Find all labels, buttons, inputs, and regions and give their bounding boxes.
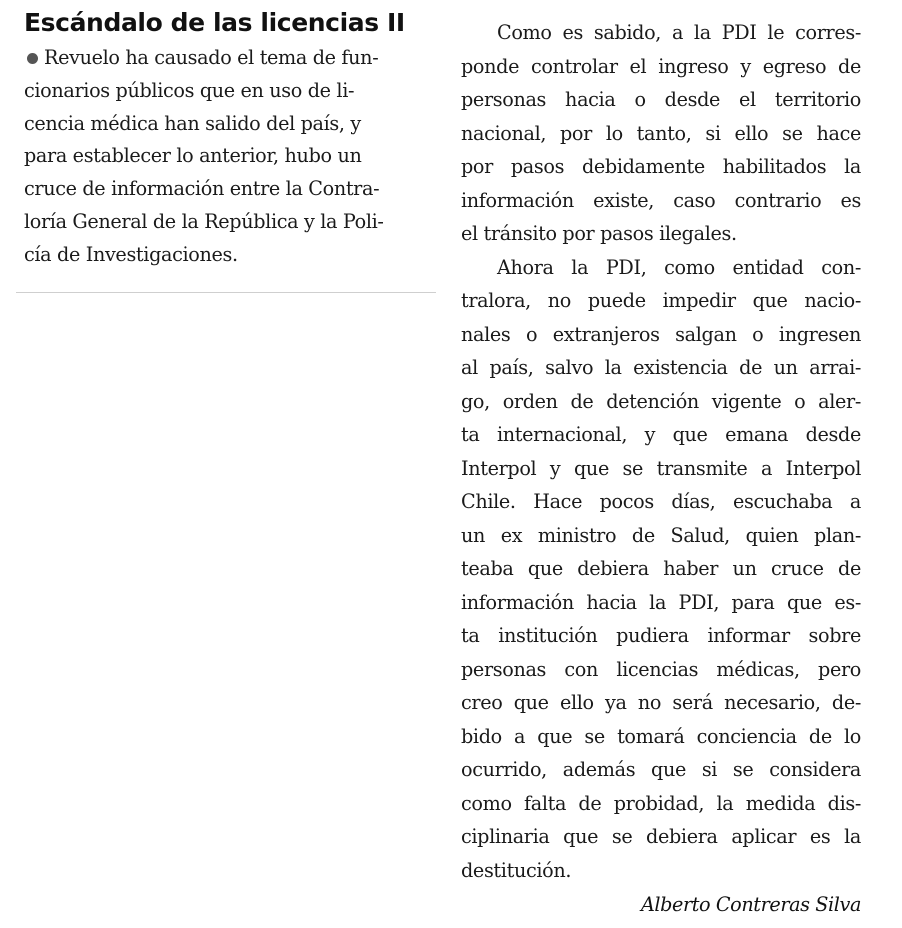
text-line: go, orden de detención vigente o aler- xyxy=(461,389,861,413)
text-line: ocurrido, además que si se considera xyxy=(461,758,861,781)
lead-line: cruce de información entre la Contra- xyxy=(24,177,380,201)
text-line: como falta de probidad, la medida dis- xyxy=(461,791,861,815)
lead-line: loría General de la República y la Poli- xyxy=(24,209,384,233)
text-line: ponde controlar el ingreso y egreso de xyxy=(461,54,861,78)
lead-line-text: Revuelo ha causado el tema de fun- xyxy=(44,46,379,69)
text-line: ta internacional, y que emana desde xyxy=(461,423,861,446)
text-line: por pasos debidamente habilitados la xyxy=(461,155,861,178)
text-line: creo que ello ya no será necesario, de- xyxy=(461,691,861,714)
bullet-icon xyxy=(27,53,38,64)
text-line: Como es sabido, a la PDI le corres- xyxy=(497,21,861,44)
text-line: un ex ministro de Salud, quien plan- xyxy=(461,523,861,547)
text-line: ta institución pudiera informar sobre xyxy=(461,624,861,647)
body-paragraph-1 xyxy=(461,16,861,251)
lead-line: cencia médica han salido del país, y xyxy=(24,111,361,135)
text-line: tralora, no puede impedir que nacio- xyxy=(461,289,861,312)
lead-line: cía de Investigaciones. xyxy=(24,242,238,266)
headline-column xyxy=(24,6,428,272)
text-line: nales o extranjeros salgan o ingresen xyxy=(461,322,861,346)
text-line: Chile. Hace pocos días, escuchaba a xyxy=(461,490,861,513)
text-line: Interpol y que se transmite a Interpol xyxy=(461,456,861,480)
text-line: teaba que debiera haber un cruce de xyxy=(461,557,861,580)
column-divider xyxy=(16,292,436,293)
text-line: información existe, caso contrario es xyxy=(461,188,861,212)
lead-line: para establecer lo anterior, hubo un xyxy=(24,144,362,168)
lead-line xyxy=(24,42,428,75)
text-line: personas hacia o desde el territorio xyxy=(461,88,861,111)
text-line: información hacia la PDI, para que es- xyxy=(461,590,861,614)
body-paragraph-2 xyxy=(461,251,861,888)
author-signature: Alberto Contreras Silva xyxy=(640,893,861,916)
lead-line: cionarios públicos que en uso de li- xyxy=(24,78,355,102)
text-line: nacional, por lo tanto, si ello se hace xyxy=(461,121,861,145)
text-line: el tránsito por pasos ilegales. xyxy=(461,222,737,245)
headline: Escándalo de las licencias II xyxy=(24,8,405,37)
text-line: al país, salvo la existencia de un arrai- xyxy=(461,356,861,379)
text-line: destitución. xyxy=(461,858,572,882)
lead-paragraph xyxy=(24,42,428,272)
body-column xyxy=(461,16,861,887)
text-line: ciplinaria que se debiera aplicar es la xyxy=(461,825,861,848)
text-line: bido a que se tomará conciencia de lo xyxy=(461,724,861,748)
text-line: personas con licencias médicas, pero xyxy=(461,657,861,681)
text-line: Ahora la PDI, como entidad con- xyxy=(497,255,861,279)
